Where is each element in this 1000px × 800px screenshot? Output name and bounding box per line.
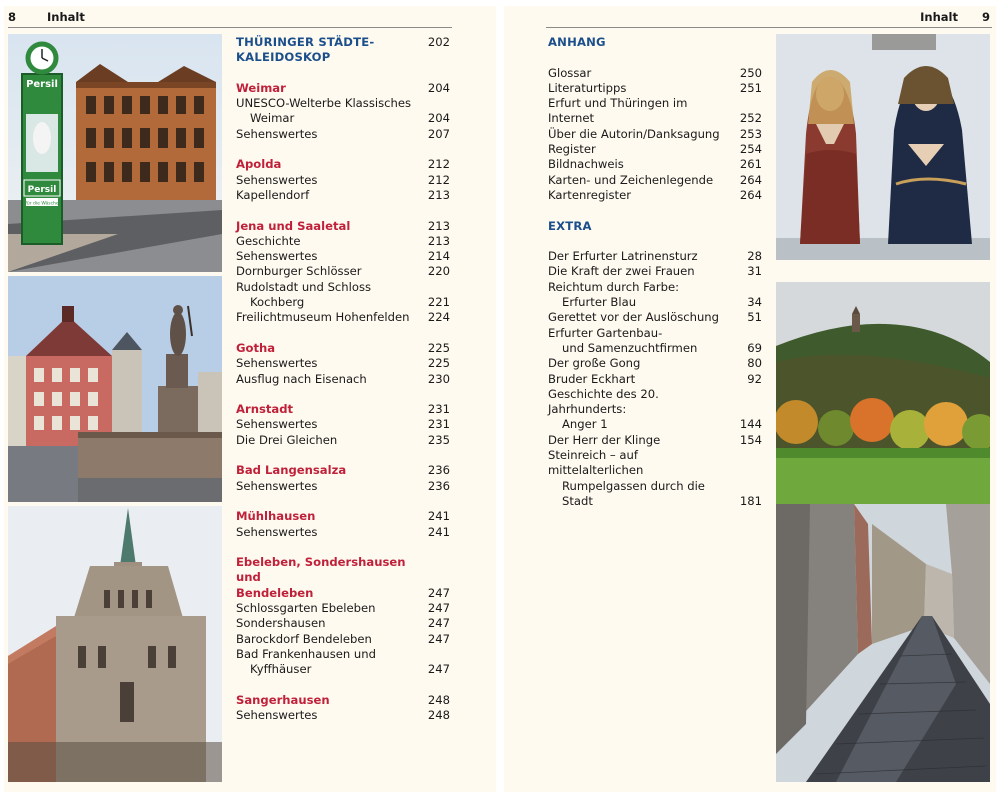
toc-entry: Ausflug nach Eisenach xyxy=(236,371,367,386)
toc-page: 247 xyxy=(427,616,450,631)
toc-page: 212 xyxy=(427,157,450,172)
running-head-left: Inhalt xyxy=(47,10,85,24)
toc-section-gotha xyxy=(236,341,450,387)
toc-heading: Arnstadt xyxy=(236,402,294,417)
toc-page: 69 xyxy=(747,340,762,355)
toc-entry: Freilichtmuseum Hohenfelden xyxy=(236,310,410,325)
toc-entry: Der große Gong xyxy=(548,356,641,371)
toc-page: 254 xyxy=(739,142,762,157)
header-rule-right xyxy=(546,27,992,28)
toc-section-ebeleben xyxy=(236,555,450,677)
toc-entry: Sehenswertes xyxy=(236,708,318,723)
toc-entry: Dornburger Schlösser xyxy=(236,264,362,279)
toc-entry: Sehenswertes xyxy=(236,417,318,432)
toc-entry: Register xyxy=(548,142,596,157)
toc-entry: Sehenswertes xyxy=(236,478,318,493)
toc-entry: Über die Autorin/Danksagung xyxy=(548,126,720,141)
right-page xyxy=(504,6,996,792)
toc-page: 220 xyxy=(427,264,450,279)
toc-page: 34 xyxy=(747,295,762,310)
toc-heading: Apolda xyxy=(236,157,282,172)
toc-section-jena xyxy=(236,219,450,326)
toc-section-extra xyxy=(548,219,762,510)
toc-heading: EXTRA xyxy=(548,218,592,233)
toc-entry: Schlossgarten Ebeleben xyxy=(236,600,376,615)
toc-page: 248 xyxy=(427,692,450,707)
toc-entry: Karten- und Zeichenlegende xyxy=(548,172,714,187)
toc-section-kaleidoskop xyxy=(236,35,450,66)
toc-heading: Gotha xyxy=(236,340,276,355)
toc-page: 235 xyxy=(427,432,450,447)
toc-page: 264 xyxy=(739,187,762,202)
toc-page: 144 xyxy=(739,417,762,432)
toc-page: 252 xyxy=(739,111,762,126)
toc-page: 51 xyxy=(747,310,762,325)
toc-page: 225 xyxy=(427,340,450,355)
toc-page: 154 xyxy=(739,432,762,447)
toc-entry: Reichtum durch Farbe: xyxy=(548,279,679,294)
page-number-left: 8 xyxy=(8,10,17,24)
toc-entry: Kyffhäuser xyxy=(250,662,312,677)
toc-entry: Weimar xyxy=(250,111,295,126)
toc-page: 28 xyxy=(747,249,762,264)
toc-entry: Anger 1 xyxy=(562,417,608,432)
toc-page: 213 xyxy=(427,187,450,202)
toc-entry: Barockdorf Bendeleben xyxy=(236,631,372,646)
photo-hill-tower-autumn xyxy=(776,282,990,504)
toc-entry: UNESCO-Welterbe Klassisches xyxy=(236,96,412,111)
left-page xyxy=(4,6,496,792)
photo-cobblestone-alley xyxy=(776,504,990,782)
photo-persil-clock-street xyxy=(8,34,222,272)
toc-page: 247 xyxy=(427,585,450,600)
header-rule-left xyxy=(8,27,452,28)
toc-entry: und Samenzuchtfirmen xyxy=(562,340,698,355)
toc-entry: Sehenswertes xyxy=(236,249,318,264)
toc-entry: Rudolstadt und Schloss xyxy=(236,279,372,294)
toc-entry: Bad Frankenhausen und xyxy=(236,646,376,661)
page-number-right: 9 xyxy=(981,10,990,24)
toc-page: 251 xyxy=(739,80,762,95)
toc-section-muehlhausen xyxy=(236,509,450,540)
toc-heading: ANHANG xyxy=(548,35,606,49)
toc-section-sangerhausen xyxy=(236,693,450,724)
toc-page: 253 xyxy=(739,126,762,141)
toc-left xyxy=(236,35,450,739)
toc-page: 214 xyxy=(427,249,450,264)
toc-entry: Geschichte xyxy=(236,233,301,248)
toc-entry: Kochberg xyxy=(250,295,305,310)
toc-heading: THÜRINGER STÄDTE- KALEIDOSKOP xyxy=(236,35,375,65)
toc-entry: Geschichte des 20. Jahrhunderts: xyxy=(548,386,659,417)
photo-gotha-townhall-fountain xyxy=(8,276,222,502)
toc-page: 224 xyxy=(427,310,450,325)
toc-page: 225 xyxy=(427,356,450,371)
toc-page: 264 xyxy=(739,172,762,187)
toc-page: 204 xyxy=(427,80,450,95)
running-head-right: Inhalt xyxy=(920,10,958,24)
toc-heading: Ebeleben, Sondershausen und Bendeleben xyxy=(236,555,406,600)
toc-entry: Erfurt und Thüringen im Internet xyxy=(548,96,688,126)
toc-heading: Jena und Saaletal xyxy=(236,218,351,233)
toc-page: 236 xyxy=(427,463,450,478)
toc-page: 204 xyxy=(427,111,450,126)
toc-page: 80 xyxy=(747,356,762,371)
toc-page: 241 xyxy=(427,524,450,539)
persil-sign-bottom: Persil xyxy=(27,185,57,195)
toc-entry: Kartenregister xyxy=(548,187,632,202)
toc-page: 247 xyxy=(427,631,450,646)
toc-entry: Sehenswertes xyxy=(236,356,318,371)
toc-entry: Die Kraft der zwei Frauen xyxy=(548,264,695,279)
toc-page: 221 xyxy=(427,295,450,310)
toc-page: 261 xyxy=(739,157,762,172)
toc-entry: Bruder Eckhart xyxy=(548,371,636,386)
toc-section-arnstadt xyxy=(236,402,450,448)
toc-heading: Bad Langensalza xyxy=(236,463,347,478)
toc-entry: Glossar xyxy=(548,65,592,80)
persil-sign-small: für die Wäsche xyxy=(25,201,59,207)
toc-section-weimar xyxy=(236,81,450,142)
toc-entry: Bildnachweis xyxy=(548,157,624,172)
toc-entry: Rumpelgassen durch die Stadt xyxy=(562,478,705,508)
toc-entry: Sondershausen xyxy=(236,616,326,631)
toc-entry: Sehenswertes xyxy=(236,172,318,187)
toc-page: 202 xyxy=(427,35,450,49)
toc-page: 213 xyxy=(427,233,450,248)
toc-page: 236 xyxy=(427,478,450,493)
toc-page: 207 xyxy=(427,126,450,141)
toc-page: 247 xyxy=(427,600,450,615)
toc-entry: Kapellendorf xyxy=(236,187,310,202)
toc-page: 247 xyxy=(427,662,450,677)
toc-page: 31 xyxy=(747,264,762,279)
toc-heading: Sangerhausen xyxy=(236,692,330,707)
toc-entry: Erfurter Blau xyxy=(562,295,637,310)
toc-entry: Der Herr der Klinge xyxy=(548,432,661,447)
toc-page: 92 xyxy=(747,371,762,386)
photo-two-statues xyxy=(776,34,990,260)
toc-page: 230 xyxy=(427,371,450,386)
toc-right xyxy=(548,35,762,525)
toc-section-bad-langensalza xyxy=(236,463,450,494)
toc-entry: Literaturtipps xyxy=(548,80,627,95)
toc-entry: Die Drei Gleichen xyxy=(236,432,338,447)
toc-entry: Sehenswertes xyxy=(236,126,318,141)
persil-sign-top: Persil xyxy=(26,79,58,90)
toc-entry: Gerettet vor der Auslöschung xyxy=(548,310,720,325)
toc-heading: Weimar xyxy=(236,80,286,95)
toc-entry: Steinreich – auf mittelalterlichen xyxy=(548,448,644,478)
toc-heading: Mühlhausen xyxy=(236,509,316,524)
toc-page: 231 xyxy=(427,417,450,432)
toc-section-apolda xyxy=(236,157,450,203)
toc-page: 241 xyxy=(427,509,450,524)
toc-section-anhang xyxy=(548,35,762,203)
toc-entry: Der Erfurter Latrinensturz xyxy=(548,249,698,264)
toc-page: 213 xyxy=(427,218,450,233)
toc-entry: Erfurter Gartenbau- xyxy=(548,325,663,340)
photo-muehlhausen-church xyxy=(8,506,222,782)
toc-page: 212 xyxy=(427,172,450,187)
toc-page: 250 xyxy=(739,65,762,80)
toc-entry: Sehenswertes xyxy=(236,524,318,539)
toc-page: 231 xyxy=(427,402,450,417)
toc-page: 248 xyxy=(427,708,450,723)
toc-page: 181 xyxy=(739,493,762,508)
